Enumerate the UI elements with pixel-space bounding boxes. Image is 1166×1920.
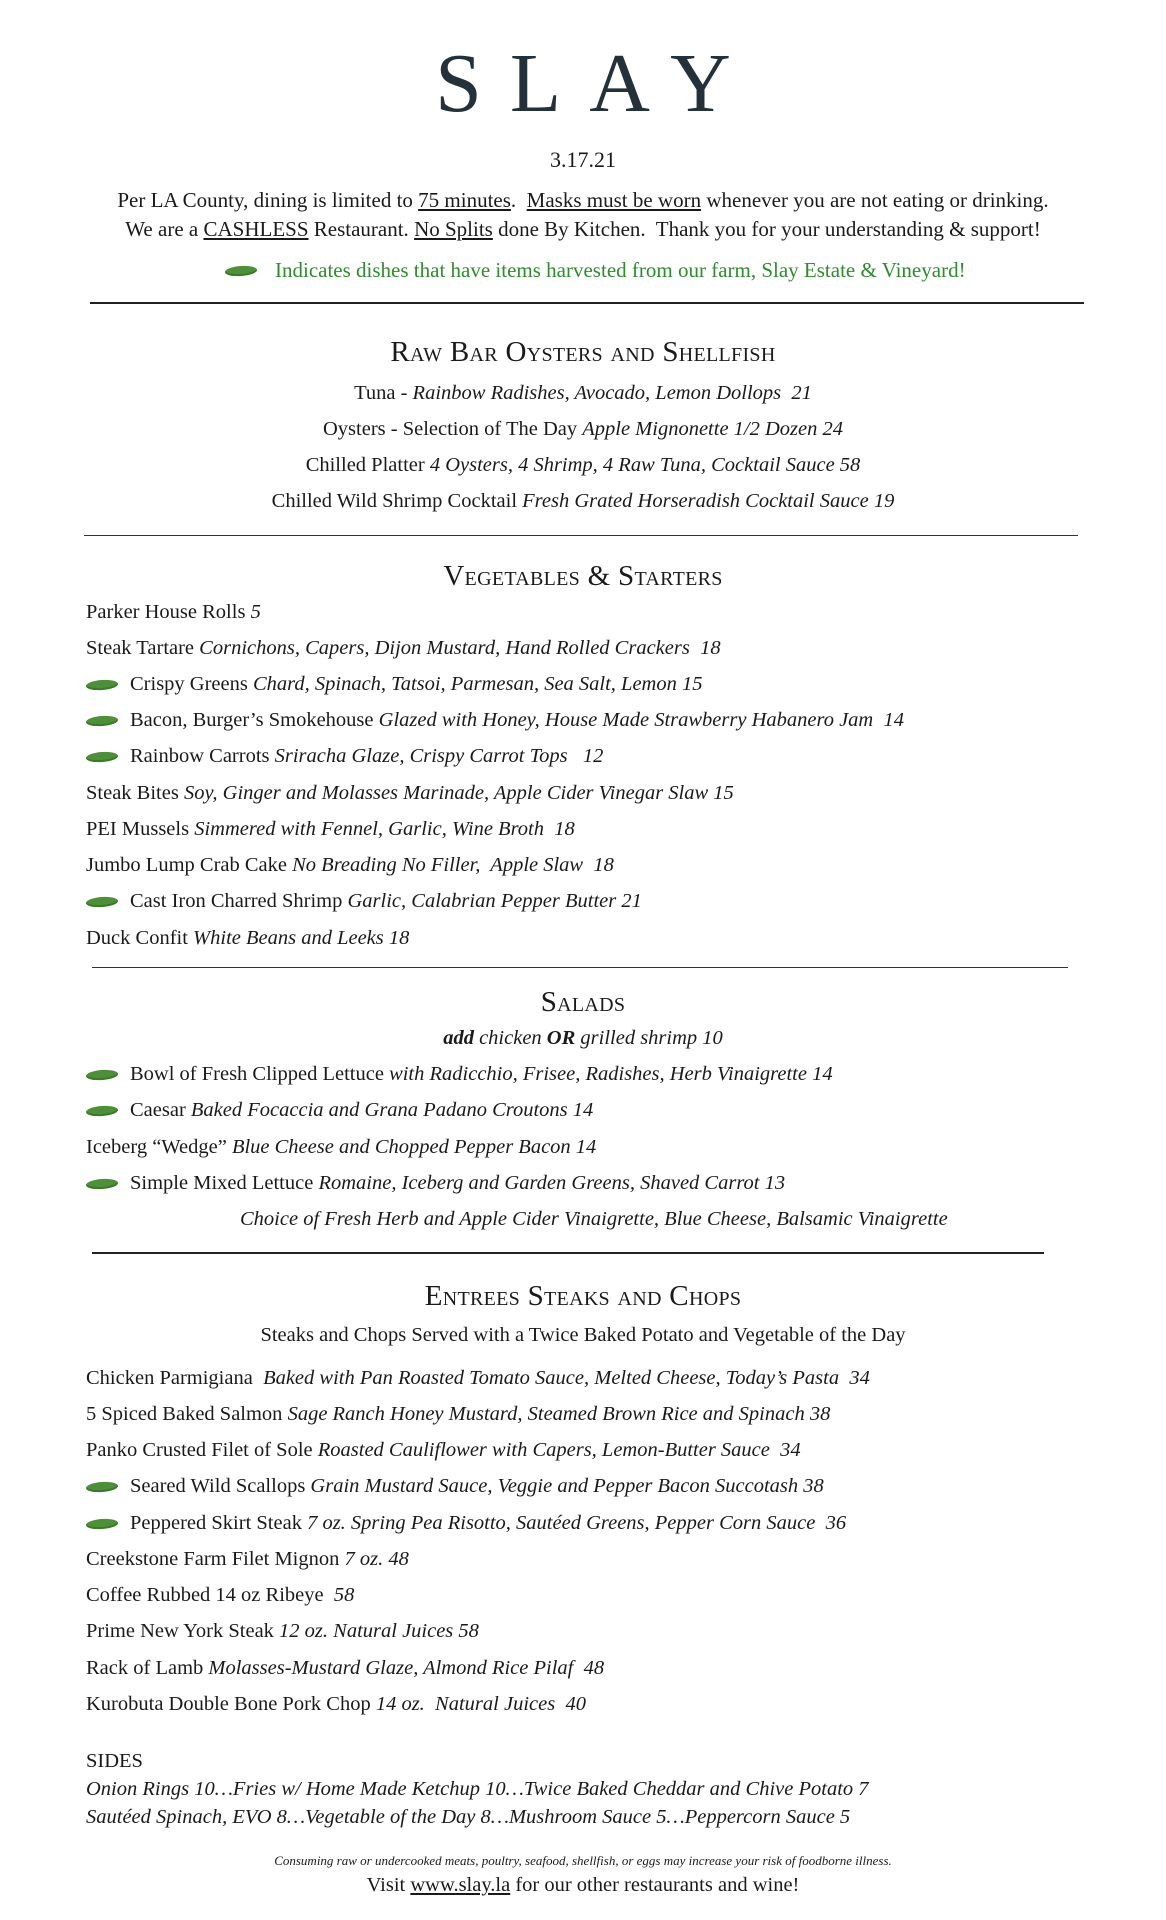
leaf-icon: [86, 1177, 119, 1189]
menu-item: Jumbo Lump Crab Cake No Breading No Filler, Apple Slaw 18: [86, 854, 614, 876]
payment-notice: We are a CASHLESS Restaurant. No Splits done By Kitchen. Thank you for your understanding & support!: [125, 217, 1041, 241]
section-title-entrees: Entrees Steaks and Chops: [424, 1280, 742, 1312]
sides-line: Onion Rings 10…Fries w/ Home Made Ketchup 10…Twice Baked Cheddar and Chive Potato 7: [86, 1778, 869, 1800]
sides-line: Sautéed Spinach, EVO 8…Vegetable of the Day 8…Mushroom Sauce 5…Peppercorn Sauce 5: [86, 1806, 851, 1828]
menu-item: Steak Bites Soy, Ginger and Molasses Marinade, Apple Cider Vinegar Slaw 15: [86, 782, 734, 804]
menu-item: Chicken Parmigiana Baked with Pan Roasted Tomato Sauce, Melted Cheese, Today’s Pasta 34: [86, 1367, 870, 1389]
menu-item: Creekstone Farm Filet Mignon 7 oz. 48: [86, 1548, 409, 1570]
menu-item: Caesar Baked Focaccia and Grana Padano Croutons 14: [86, 1099, 593, 1122]
sides-title: SIDES: [86, 1750, 143, 1772]
leaf-icon: [86, 895, 119, 907]
menu-item: Tuna - Rainbow Radishes, Avocado, Lemon Dollops 21: [354, 382, 812, 404]
menu-item: Iceberg “Wedge” Blue Cheese and Chopped Pepper Bacon 14: [86, 1136, 597, 1158]
visit-line: Visit www.slay.la for our other restaurants and wine!: [366, 1874, 800, 1896]
leaf-icon: [86, 750, 119, 762]
menu-item: Chilled Platter 4 Oysters, 4 Shrimp, 4 Raw Tuna, Cocktail Sauce 58: [305, 454, 861, 476]
menu-item: Prime New York Steak 12 oz. Natural Juices 58: [86, 1620, 479, 1642]
dressing-options: Choice of Fresh Herb and Apple Cider Vinaigrette, Blue Cheese, Balsamic Vinaigrette: [240, 1208, 948, 1230]
divider: [92, 967, 1068, 968]
health-disclaimer: Consuming raw or undercooked meats, poultry, seafood, shellfish, or eggs may increase your risk of foodborne illness.: [274, 1853, 892, 1868]
entree-note: Steaks and Chops Served with a Twice Baked Potato and Vegetable of the Day: [260, 1324, 906, 1346]
menu-item: PEI Mussels Simmered with Fennel, Garlic, Wine Broth 18: [86, 818, 575, 840]
menu-item: Rack of Lamb Molasses-Mustard Glaze, Almond Rice Pilaf 48: [86, 1657, 605, 1679]
divider: [84, 535, 1078, 536]
leaf-icon: [86, 1480, 119, 1492]
farm-legend-text: Indicates dishes that have items harvested from our farm, Slay Estate & Vineyard!: [275, 258, 966, 282]
leaf-icon: [86, 714, 119, 726]
leaf-icon: [86, 1068, 119, 1080]
website-link[interactable]: www.slay.la: [410, 1874, 511, 1896]
menu-item: Parker House Rolls 5: [86, 601, 261, 623]
leaf-icon: [86, 1517, 119, 1529]
menu-item: Peppered Skirt Steak 7 oz. Spring Pea Risotto, Sautéed Greens, Pepper Corn Sauce 36: [86, 1512, 846, 1535]
menu-item: Duck Confit White Beans and Leeks 18: [86, 927, 410, 949]
menu-item: 5 Spiced Baked Salmon Sage Ranch Honey Mustard, Steamed Brown Rice and Spinach 38: [86, 1403, 831, 1425]
menu-item: Seared Wild Scallops Grain Mustard Sauce, Veggie and Pepper Bacon Succotash 38: [86, 1475, 824, 1498]
menu-item: Steak Tartare Cornichons, Capers, Dijon Mustard, Hand Rolled Crackers 18: [86, 637, 721, 659]
menu-item: Bowl of Fresh Clipped Lettuce with Radicchio, Frisee, Radishes, Herb Vinaigrette 14: [86, 1063, 833, 1086]
leaf-icon: [86, 678, 119, 690]
restaurant-logo: SLAY: [435, 37, 759, 130]
farm-legend: [225, 258, 966, 283]
menu-item: Rainbow Carrots Sriracha Glaze, Crispy Carrot Tops 12: [86, 745, 603, 768]
divider: [90, 302, 1084, 304]
leaf-icon: [86, 1104, 119, 1116]
menu-item: Crispy Greens Chard, Spinach, Tatsoi, Parmesan, Sea Salt, Lemon 15: [86, 673, 702, 696]
menu-item: Cast Iron Charred Shrimp Garlic, Calabrian Pepper Butter 21: [86, 890, 642, 913]
dining-notice: Per LA County, dining is limited to 75 minutes. Masks must be worn whenever you are not eating or drinking.: [117, 188, 1049, 212]
menu-item: Simple Mixed Lettuce Romaine, Iceberg and Garden Greens, Shaved Carrot 13: [86, 1172, 785, 1195]
menu-item: Coffee Rubbed 14 oz Ribeye 58: [86, 1584, 355, 1606]
salad-add-on: add chicken OR grilled shrimp 10: [443, 1027, 723, 1049]
section-title-salads: Salads: [540, 986, 626, 1018]
menu-item: Chilled Wild Shrimp Cocktail Fresh Grated Horseradish Cocktail Sauce 19: [271, 490, 895, 512]
section-title-starters: Vegetables & Starters: [443, 560, 723, 592]
menu-item: Oysters - Selection of The Day Apple Mignonette 1/2 Dozen 24: [323, 418, 843, 440]
menu-date: 3.17.21: [550, 147, 616, 172]
section-title-raw-bar: Raw Bar Oysters and Shellfish: [390, 336, 776, 368]
menu-item: Panko Crusted Filet of Sole Roasted Cauliflower with Capers, Lemon-Butter Sauce 34: [86, 1439, 801, 1461]
leaf-icon: [225, 264, 258, 276]
menu-item: Kurobuta Double Bone Pork Chop 14 oz. Natural Juices 40: [86, 1693, 586, 1715]
menu-item: Bacon, Burger’s Smokehouse Glazed with Honey, House Made Strawberry Habanero Jam 14: [86, 709, 904, 732]
divider: [92, 1252, 1044, 1254]
